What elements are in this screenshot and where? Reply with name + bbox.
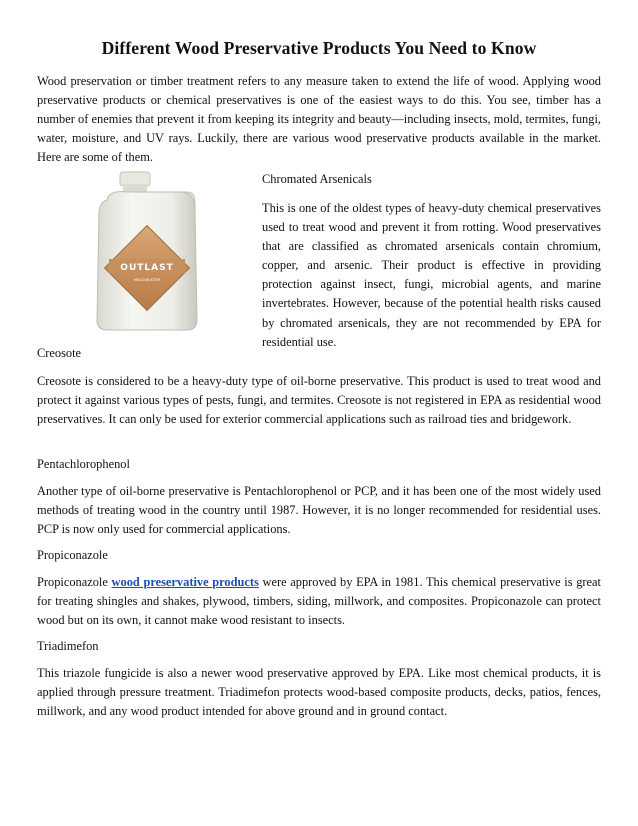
intro-paragraph: Wood preservation or timber treatment refers to any measure taken to extend the life of wood. Applying wood preservative products or chemical preservatives is one of the easiest ways to do this. You see, timber has a number of enemies that prevent it from keeping its integrity and beauty—including insects, mold, termites, fungi, water, moisture, and UV rays. Luckily, there are various wood preservative products available in the market. Here are some of them. [37,74,601,165]
wood-preservative-products-link[interactable]: wood preservative products [111,575,259,589]
section-body-chromated: This is one of the oldest types of heavy-duty chemical preservatives used to treat wood and prevent it from rotting. Wood preservatives that are classified as chromated arsenicals contain chromium, copper, and arsenic. Their product is effective in providing protection against insect, fungi, microbial agents, and marine invertebrates. However, because of the potential health risks caused by chromated arsenicals, they are not recommended by EPA for residential use. [262,201,601,349]
section-heading-triad: Triadimefon [37,639,99,653]
section-heading-propi: Propiconazole [37,548,108,562]
section-heading-penta: Pentachlorophenol [37,457,130,471]
label-brand: OUTLAST [120,263,174,273]
page-title: Different Wood Preservative Products You Need to Know [101,38,537,58]
section-body-penta: Another type of oil-borne preservative is Pentachlorophenol or PCP, and it has been one of the most widely used methods of treating wood in the country until 1987. However, it is no longer recommended for residential uses. PCP is now only used for commercial applications. [37,484,601,537]
section-body-propi [37,573,601,630]
label-sub: MOLD-BUSTER [133,278,161,282]
propi-text-before: Propiconazole [37,575,112,589]
section-body-triad: This triazole fungicide is also a newer wood preservative approved by EPA. Like most chemical products, it is applied through pressure treatment. Triadimefon protects wood-based composite products, decks, patios, fences, millwork, and any wood product intended for above ground and in ground contact. [37,666,601,719]
product-jug-image [87,170,207,333]
section-heading-creosote: Creosote [37,346,82,360]
section-body-creosote: Creosote is considered to be a heavy-duty type of oil-borne preservative. This product is used to treat wood and protect it against various types of pests, fungi, and termites. Creosote is not registered in EPA as residential wood preservatives. It can only be used for exterior commercial applications such as railroad ties and bridgework. [37,374,601,427]
propi-text-after: were approved by EPA in 1981. This chemical preservative is great for treating shingles and shakes, plywood, timbers, siding, millwork, and composites. Propiconazole can protect wood but on its own, it cannot make wood resistant to insects. [37,575,601,628]
section-heading-chromated: Chromated Arsenicals [262,172,372,186]
